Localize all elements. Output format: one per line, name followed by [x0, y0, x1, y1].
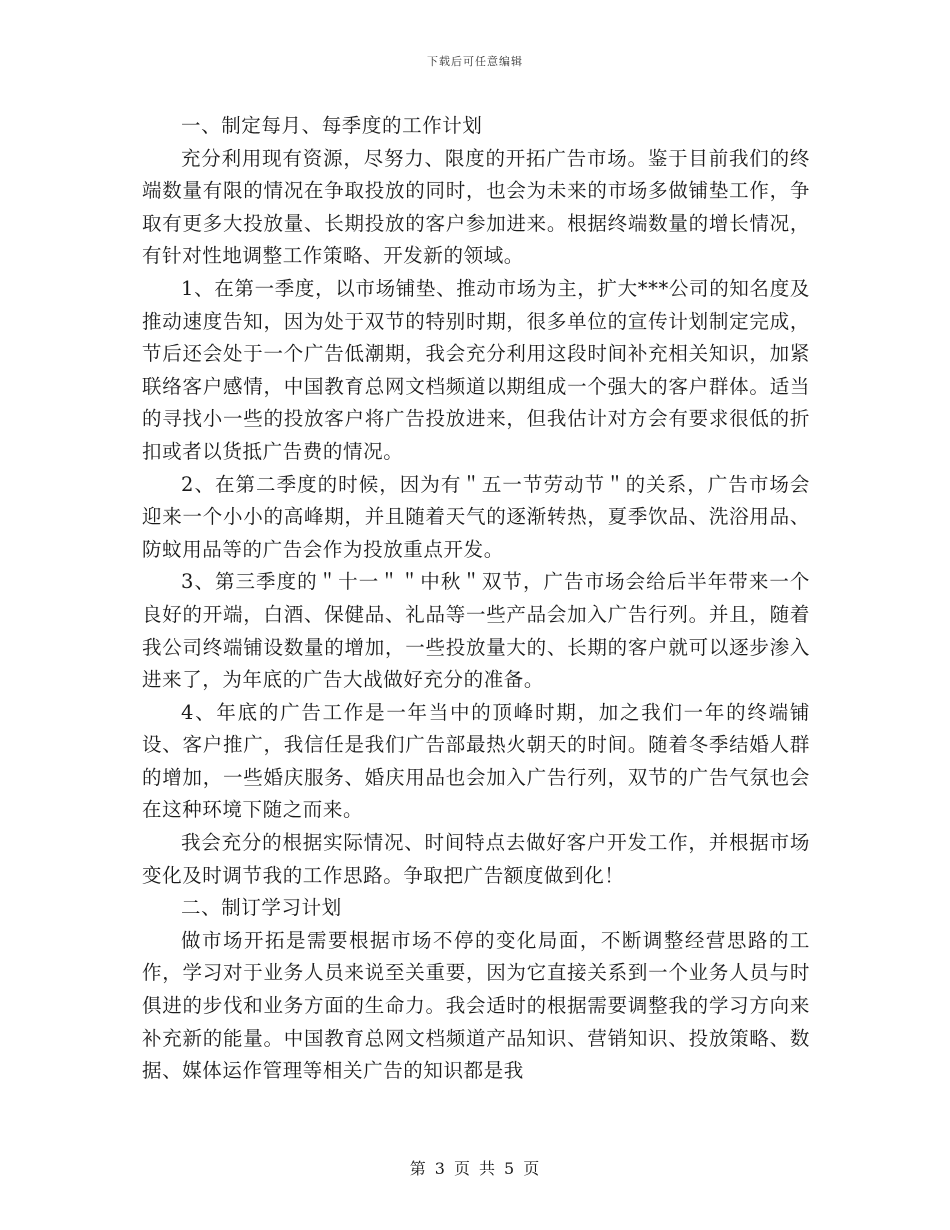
document-body	[142, 110, 810, 1088]
paragraph: 充分利用现有资源，尽努力、限度的开拓广告市场。鉴于目前我们的终端数量有限的情况在争取投放的同时，也会为未来的市场多做铺垫工作，争取有更多大投放量、长期投放的客户参加进来。根据终端数量的增长情况，有针对性地调整工作策略、开发新的领域。	[142, 146, 810, 268]
paragraph: 做市场开拓是需要根据市场不停的变化局面，不断调整经营思路的工作，学习对于业务人员来说至关重要，因为它直接关系到一个业务人员与时俱进的步伐和业务方面的生命力。我会适时的根据需要调整我的学习方向来补充新的能量。中国教育总网文档频道产品知识、营销知识、投放策略、数据、媒体运作管理等相关广告的知识都是我	[142, 928, 810, 1083]
footer-page-word: 页	[453, 1159, 471, 1178]
footer-total-prefix: 共	[479, 1159, 497, 1178]
section-heading-1: 一、制定每月、每季度的工作计划	[181, 114, 483, 137]
header-note: 下载后可任意编辑	[427, 55, 523, 68]
current-page-number: 3	[434, 1159, 446, 1178]
paragraph: 4、年底的广告工作是一年当中的顶峰时期，加之我们一年的终端铺设、客户推广，我信任是我们广告部最热火朝天的时间。随着冬季结婚人群的增加，一些婚庆服务、婚庆用品也会加入广告行列，双节的广告气氛也会在这种环境下随之而来。	[142, 700, 810, 822]
page-footer	[0, 1156, 950, 1179]
paragraph: 1、在第一季度，以市场铺垫、推动市场为主，扩大***公司的知名度及推动速度告知，因为处于双节的特别时期，很多单位的宣传计划制定完成，节后还会处于一个广告低潮期，我会充分利用这段时间补充相关知识，加紧联络客户感情，中国教育总网文档频道以期组成一个强大的客户群体。适当的寻找小一些的投放客户将广告投放进来，但我估计对方会有要求很低的折扣或者以货抵广告费的情况。	[142, 276, 810, 463]
paragraph: 我会充分的根据实际情况、时间特点去做好客户开发工作，并根据市场变化及时调节我的工作思路。争取把广告额度做到化！	[142, 831, 810, 887]
section-heading-2: 二、制订学习计划	[181, 896, 342, 920]
total-pages-number: 5	[504, 1159, 516, 1178]
paragraph: 2、在第二季度的时候，因为有＂五一节劳动节＂的关系，广告市场会迎来一个小小的高峰期，并且随着天气的逐渐转热，夏季饮品、洗浴用品、防蚊用品等的广告会作为投放重点开发。	[142, 472, 810, 561]
footer-prefix: 第	[409, 1159, 427, 1178]
paragraph: 3、第三季度的＂十一＂＂中秋＂双节，广告市场会给后半年带来一个良好的开端，白酒、保健品、礼品等一些产品会加入广告行列。并且，随着我公司终端铺设数量的增加，一些投放量大的、长期的客户就可以逐步渗入进来了，为年底的广告大战做好充分的准备。	[142, 570, 810, 692]
footer-total-suffix: 页	[523, 1159, 541, 1178]
